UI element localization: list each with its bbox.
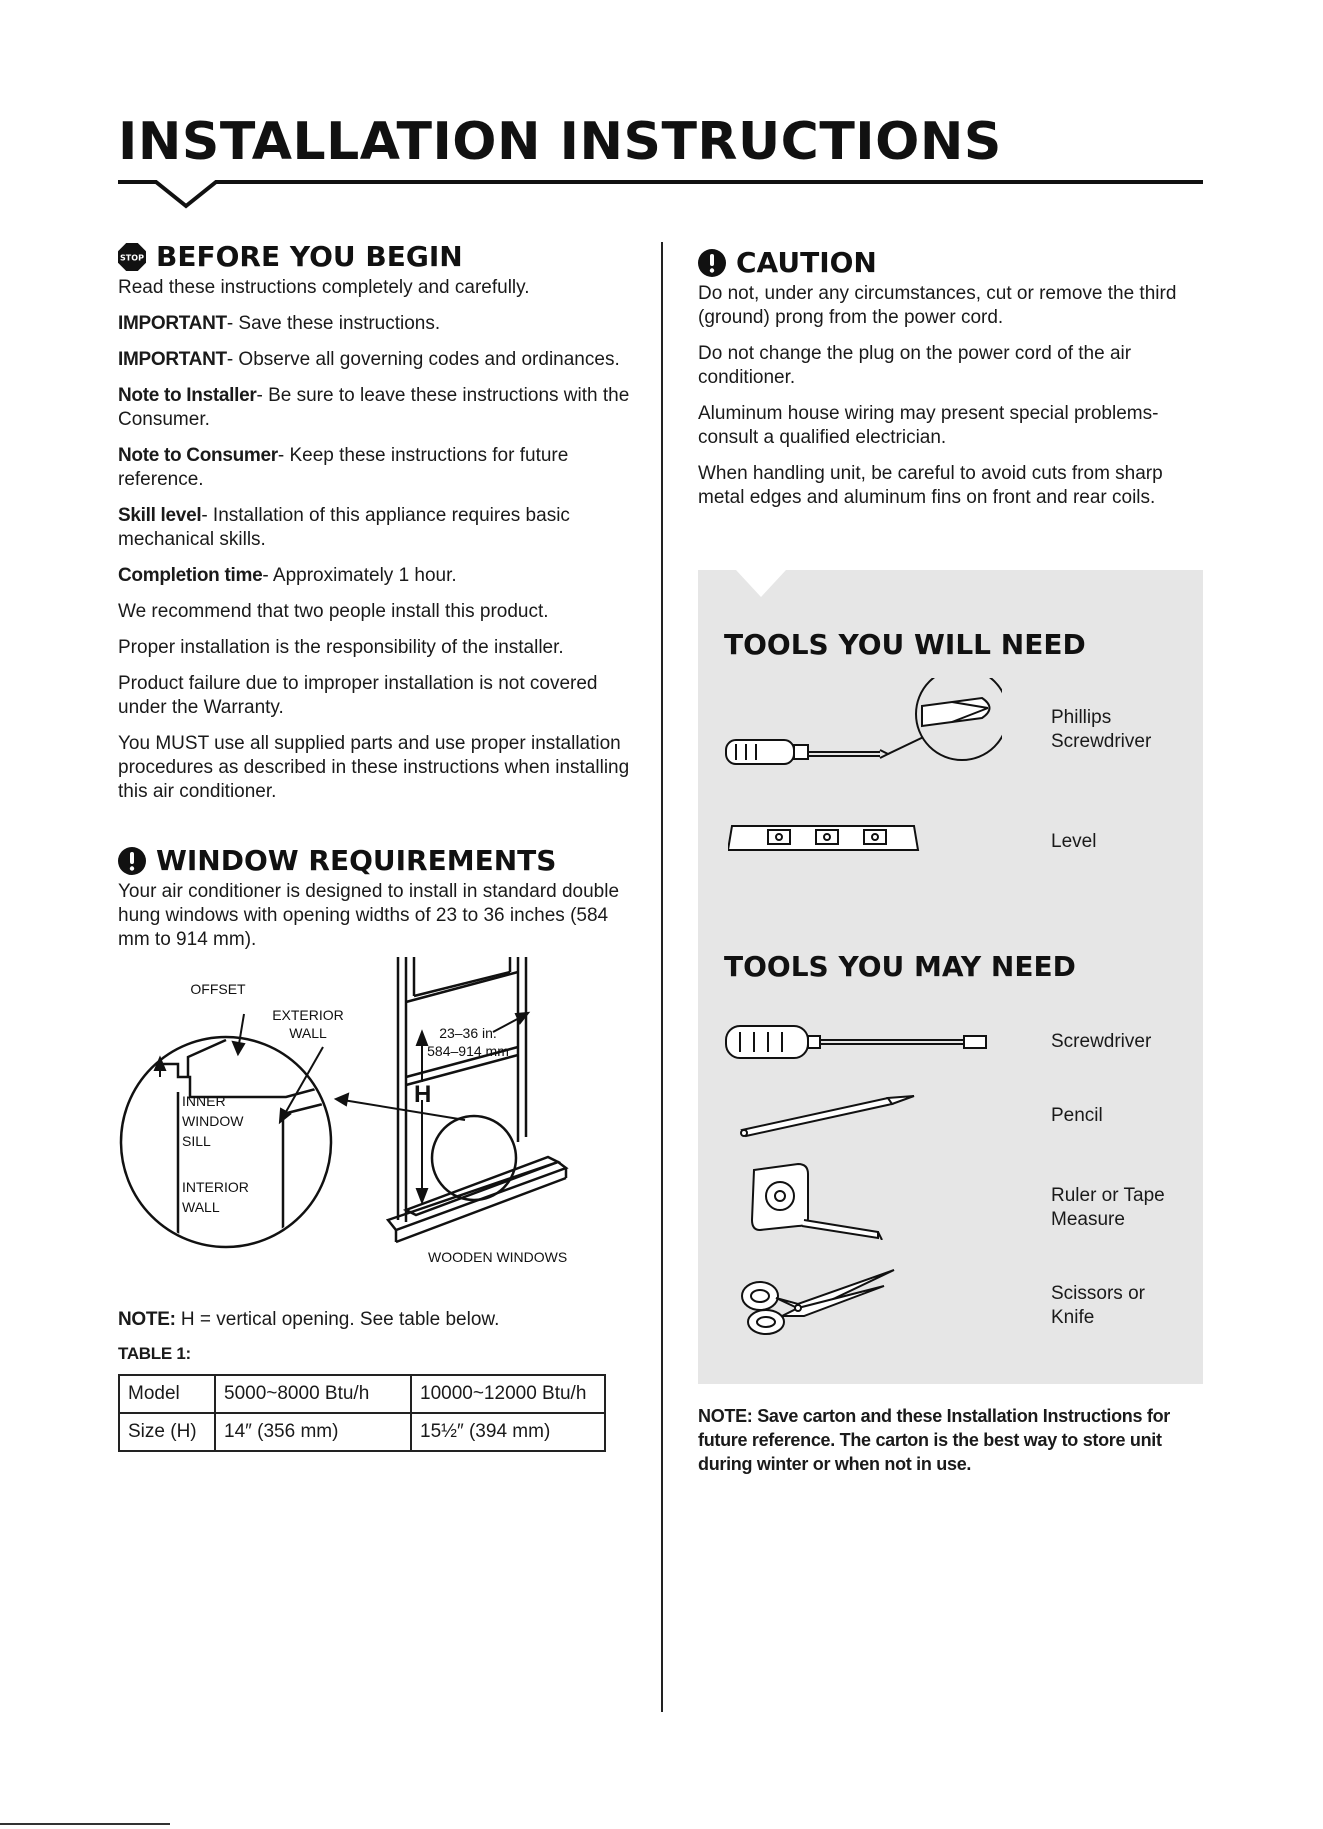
instruction-item: Skill level- Installation of this appliance requires basic mechanical skills. bbox=[118, 505, 570, 550]
before-you-begin-title: BEFORE YOU BEGIN bbox=[156, 240, 463, 273]
exclamation-icon bbox=[118, 847, 146, 875]
caution-title: CAUTION bbox=[736, 246, 877, 279]
width-inches-label: 23–36 in. bbox=[439, 1025, 497, 1041]
instruction-item: IMPORTANT- Save these instructions. bbox=[118, 313, 441, 334]
h-marker: H bbox=[414, 1081, 432, 1108]
footer-rule bbox=[0, 1823, 170, 1825]
tool-label-level: Level bbox=[1051, 831, 1097, 852]
window-requirements-intro: Your air conditioner is designed to install in standard double hung windows with opening widths of 23 to 36 inches (584 mm to 914 mm). bbox=[118, 881, 620, 950]
tool-label-screwdriver: Screwdriver bbox=[1051, 1031, 1152, 1052]
inner-sill-label-1: INNER bbox=[182, 1093, 226, 1109]
tools-will-need-heading: TOOLS YOU WILL NEED bbox=[724, 628, 1086, 661]
carton-note: NOTE: Save carton and these Installation Instructions for future reference. The carton is the best way to store unit during winter or when not in use. bbox=[698, 1406, 1170, 1474]
table-cell: 5000~8000 Btu/h bbox=[215, 1375, 411, 1413]
instruction-paragraph: Proper installation is the responsibility of the installer. bbox=[118, 637, 564, 658]
interior-wall-label-2: WALL bbox=[182, 1199, 220, 1215]
tool-label-phillips: Phillips Screwdriver bbox=[1051, 707, 1152, 752]
caution-paragraph: Aluminum house wiring may present special problems- consult a qualified electrician. bbox=[698, 403, 1159, 448]
stop-sign-icon bbox=[118, 243, 146, 271]
table-row bbox=[119, 1413, 605, 1451]
right-column bbox=[698, 246, 1208, 522]
instruction-paragraph: You MUST use all supplied parts and use proper installation procedures as described in these instructions when installing this air conditioner. bbox=[118, 733, 630, 802]
tool-label-scissors: Scissors or Knife bbox=[1051, 1283, 1145, 1328]
exclamation-icon bbox=[698, 249, 726, 277]
table-cell: Size (H) bbox=[119, 1413, 215, 1451]
column-divider bbox=[661, 242, 663, 1712]
window-requirements-heading bbox=[118, 844, 638, 878]
table-label: TABLE 1: bbox=[118, 1344, 191, 1363]
offset-label: OFFSET bbox=[190, 981, 246, 997]
stop-sign-text: STOP bbox=[120, 253, 144, 263]
instruction-item: IMPORTANT- Observe all governing codes and ordinances. bbox=[118, 349, 620, 370]
flat-screwdriver-icon bbox=[724, 1018, 994, 1068]
table-note: NOTE: H = vertical opening. See table below. bbox=[118, 1309, 500, 1330]
caution-paragraph: Do not, under any circumstances, cut or remove the third (ground) prong from the power cord. bbox=[698, 283, 1177, 328]
instruction-paragraph: Product failure due to improper installation is not covered under the Warranty. bbox=[118, 673, 598, 718]
instruction-item: Note to Consumer- Keep these instructions for future reference. bbox=[118, 445, 569, 490]
left-column bbox=[118, 240, 638, 1452]
size-table bbox=[118, 1374, 606, 1452]
inner-sill-label-3: SILL bbox=[182, 1133, 211, 1149]
before-you-begin-intro: Read these instructions completely and carefully. bbox=[118, 277, 530, 298]
interior-wall-label-1: INTERIOR bbox=[182, 1179, 249, 1195]
before-you-begin-heading bbox=[118, 240, 638, 274]
window-diagram bbox=[118, 952, 618, 1282]
caution-paragraph: When handling unit, be careful to avoid cuts from sharp metal edges and aluminum fins on front and rear coils. bbox=[698, 463, 1163, 508]
phillips-screwdriver-icon bbox=[722, 678, 1002, 778]
window-requirements-title: WINDOW REQUIREMENTS bbox=[156, 844, 557, 877]
tools-may-need-heading: TOOLS YOU MAY NEED bbox=[724, 950, 1076, 983]
instruction-item: Note to Installer- Be sure to leave these instructions with the Consumer. bbox=[118, 385, 630, 430]
panel-notch bbox=[698, 570, 798, 600]
width-mm-label: 584–914 mm bbox=[427, 1043, 509, 1059]
title-underline bbox=[118, 176, 1208, 212]
tools-panel bbox=[698, 570, 1203, 1384]
wooden-windows-label: WOODEN WINDOWS bbox=[428, 1249, 568, 1265]
instruction-paragraph: We recommend that two people install this product. bbox=[118, 601, 549, 622]
exterior-wall-label-1: EXTERIOR bbox=[272, 1007, 344, 1023]
table-cell: 15½″ (394 mm) bbox=[411, 1413, 605, 1451]
table-cell: Model bbox=[119, 1375, 215, 1413]
table-cell: 10000~12000 Btu/h bbox=[411, 1375, 605, 1413]
caution-heading bbox=[698, 246, 1208, 280]
caution-paragraph: Do not change the plug on the power cord of the air conditioner. bbox=[698, 343, 1132, 388]
inner-sill-label-2: WINDOW bbox=[182, 1113, 244, 1129]
scissors-icon bbox=[734, 1264, 904, 1344]
table-cell: 14″ (356 mm) bbox=[215, 1413, 411, 1451]
tool-label-tape-measure: Ruler or Tape Measure bbox=[1051, 1185, 1165, 1230]
detail-circle bbox=[121, 1037, 331, 1247]
pencil-icon bbox=[738, 1090, 918, 1140]
exterior-wall-label-2: WALL bbox=[289, 1025, 327, 1041]
instruction-item: Completion time- Approximately 1 hour. bbox=[118, 565, 457, 586]
level-icon bbox=[728, 822, 928, 862]
table-row bbox=[119, 1375, 605, 1413]
tool-label-pencil: Pencil bbox=[1051, 1105, 1103, 1126]
page-title: INSTALLATION INSTRUCTIONS bbox=[118, 112, 1002, 172]
tape-measure-icon bbox=[748, 1160, 888, 1240]
